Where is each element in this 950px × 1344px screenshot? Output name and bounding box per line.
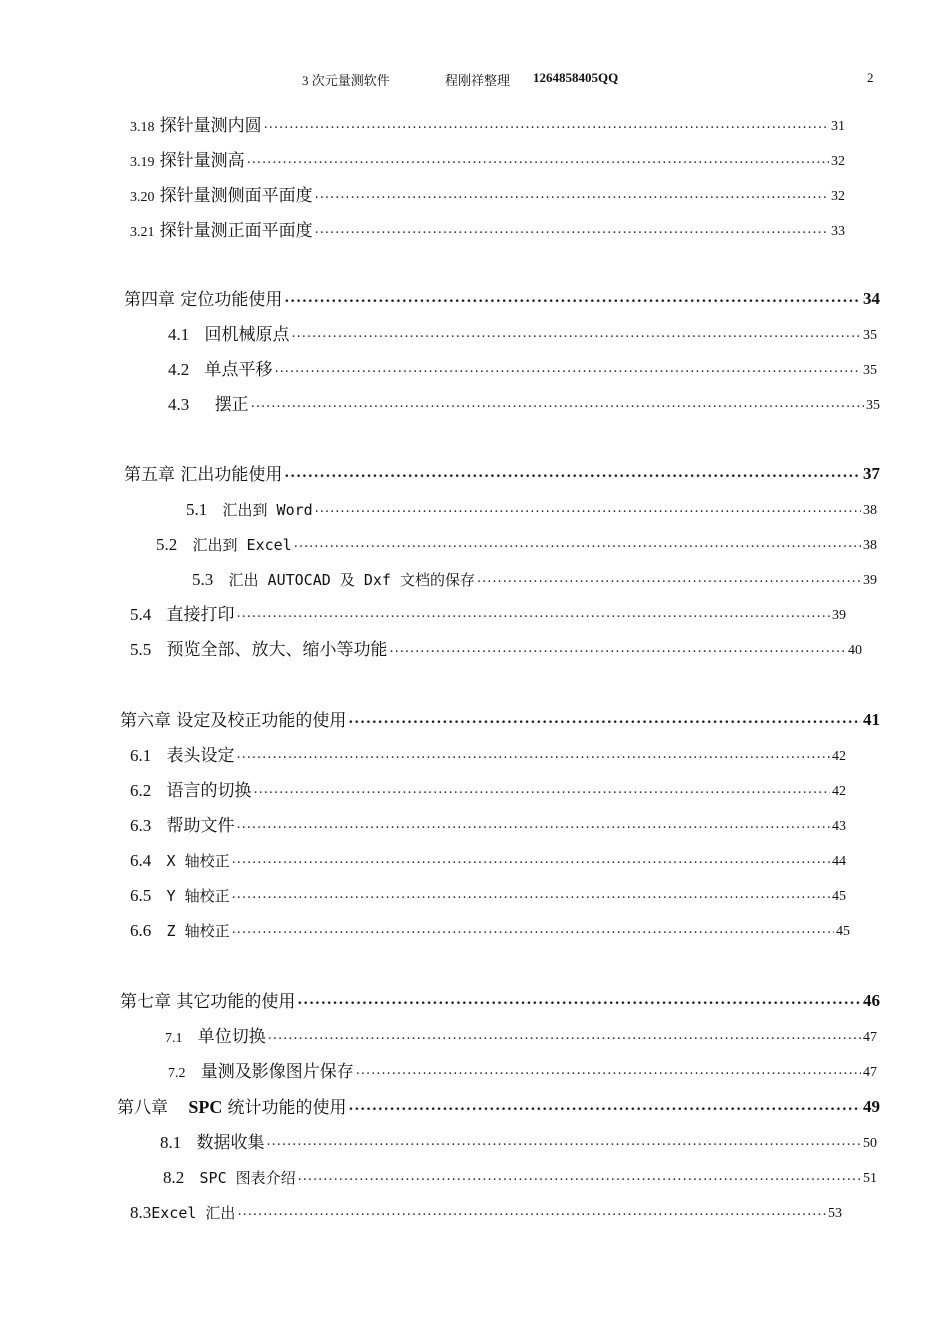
leader-dots	[268, 1028, 861, 1043]
section-number: 3.19	[130, 155, 155, 170]
leader-dots	[298, 1169, 861, 1184]
section-number: 4.1	[168, 325, 190, 344]
chapter-title: 第七章 其它功能的使用	[120, 992, 296, 1012]
header-qq: 1264858405QQ	[533, 70, 619, 85]
section-number: 6.1	[130, 746, 152, 765]
page-ref: 44	[832, 854, 846, 869]
header-page-number: 2	[867, 70, 874, 85]
section-title: 语言的切换	[166, 781, 252, 801]
section-number: 8.1	[160, 1133, 182, 1152]
section-number: 8.3	[130, 1203, 152, 1222]
toc-entry-5-4[interactable]	[130, 599, 846, 625]
toc-entry-6-4[interactable]	[130, 845, 846, 871]
section-title: 帮助文件	[166, 816, 235, 836]
section-number: 3.20	[130, 190, 155, 205]
chapter-title: 第六章 设定及校正功能的使用	[120, 711, 347, 731]
page-ref: 38	[863, 503, 877, 518]
section-title: 汇出到 Excel	[192, 536, 292, 554]
page-ref: 35	[863, 328, 877, 343]
section-number: 7.1	[165, 1031, 183, 1046]
leader-dots	[232, 922, 834, 937]
section-number: 5.5	[130, 640, 152, 659]
leader-dots	[251, 396, 864, 411]
page-ref: 53	[828, 1206, 842, 1221]
section-title: Z 轴校正	[166, 922, 230, 940]
toc-entry-3-21[interactable]	[130, 215, 845, 241]
section-title: 量测及影像图片保存	[200, 1062, 354, 1082]
leader-dots	[315, 501, 861, 516]
toc-entry-5-1[interactable]	[186, 494, 877, 520]
leader-dots	[390, 641, 846, 656]
section-number: 6.5	[130, 886, 152, 905]
section-title: 探针量测内圆	[159, 116, 262, 136]
toc-entry-6-5[interactable]	[130, 880, 846, 906]
section-title: 摆正	[214, 395, 249, 415]
leader-dots	[294, 536, 861, 551]
page-ref: 46	[863, 991, 880, 1010]
section-title: 探针量测高	[159, 151, 245, 171]
page-ref: 39	[832, 608, 846, 623]
page-ref: 34	[863, 289, 880, 308]
leader-dots	[292, 326, 861, 341]
section-number: 6.3	[130, 816, 152, 835]
page-ref: 37	[863, 464, 880, 483]
page-ref: 42	[832, 784, 846, 799]
toc-entry-3-18[interactable]	[130, 110, 845, 136]
toc-entry-8-3[interactable]	[130, 1197, 842, 1223]
section-title: 表头设定	[166, 746, 235, 766]
leader-dots	[247, 152, 829, 167]
section-title: 直接打印	[166, 605, 235, 625]
toc-chapter-8[interactable]	[117, 1092, 880, 1118]
toc-entry-6-2[interactable]	[130, 775, 846, 801]
page-ref: 42	[832, 749, 846, 764]
leader-dots	[237, 747, 830, 762]
section-number: 4.3	[168, 395, 190, 414]
leader-dots	[284, 290, 861, 306]
chapter-title: 第五章 汇出功能使用	[124, 465, 283, 485]
leader-dots	[348, 1098, 861, 1114]
section-title: 单点平移	[204, 360, 273, 380]
section-number: 8.2	[163, 1168, 185, 1187]
leader-dots	[315, 222, 829, 237]
toc-entry-6-6[interactable]	[130, 915, 850, 941]
section-title: 汇出 AUTOCAD 及 Dxf 文档的保存	[228, 571, 475, 589]
toc-entry-3-20[interactable]	[130, 180, 845, 206]
section-title: SPC 图表介绍	[199, 1169, 296, 1187]
toc-entry-7-2[interactable]	[168, 1056, 877, 1082]
page-ref: 33	[831, 224, 845, 239]
chapter-title-bold: SPC	[188, 1097, 223, 1117]
leader-dots	[232, 852, 830, 867]
toc-entry-5-2[interactable]	[156, 529, 877, 555]
section-number: 7.2	[168, 1066, 186, 1081]
page-ref: 47	[863, 1065, 877, 1080]
toc-entry-5-5[interactable]	[130, 634, 862, 660]
section-title: 汇出到 Word	[222, 501, 313, 519]
page-ref: 35	[863, 363, 877, 378]
section-title: X 轴校正	[166, 852, 230, 870]
section-number: 5.4	[130, 605, 152, 624]
toc-entry-8-2[interactable]	[163, 1162, 877, 1188]
page-ref: 32	[831, 154, 845, 169]
section-title: 回机械原点	[204, 325, 290, 345]
page-ref: 39	[863, 573, 877, 588]
leader-dots	[275, 361, 861, 376]
toc-entry-5-3[interactable]	[192, 564, 877, 590]
toc-chapter-7[interactable]	[120, 986, 880, 1012]
toc-entry-8-1[interactable]	[160, 1127, 877, 1153]
page-ref: 41	[863, 710, 880, 729]
page-ref: 49	[863, 1097, 880, 1116]
chapter-prefix: 第八章	[117, 1098, 168, 1118]
page-ref: 51	[863, 1171, 877, 1186]
header-title: 3 次元量测软件	[302, 73, 390, 88]
page-ref: 35	[866, 398, 880, 413]
section-title: Excel 汇出	[151, 1204, 236, 1222]
leader-dots	[477, 571, 861, 586]
section-number: 5.2	[156, 535, 178, 554]
section-number: 6.6	[130, 921, 152, 940]
page-ref: 45	[836, 924, 850, 939]
leader-dots	[237, 1204, 826, 1219]
leader-dots	[264, 117, 829, 132]
toc-entry-6-1[interactable]	[130, 740, 846, 766]
leader-dots	[232, 887, 830, 902]
leader-dots	[297, 992, 861, 1008]
header-author: 程刚祥整理	[445, 73, 511, 88]
section-number: 4.2	[168, 360, 190, 379]
toc-chapter-5[interactable]	[124, 459, 880, 485]
page-ref: 43	[832, 819, 846, 834]
toc-chapter-4[interactable]	[124, 284, 880, 310]
section-title: 探针量测正面平面度	[159, 221, 313, 241]
leader-dots	[237, 817, 830, 832]
page-ref: 40	[848, 643, 862, 658]
section-title: 探针量测侧面平面度	[159, 186, 313, 206]
toc-entry-4-2[interactable]	[168, 354, 877, 380]
section-number: 6.4	[130, 851, 152, 870]
toc-entry-4-3[interactable]	[168, 389, 880, 415]
section-number: 3.18	[130, 120, 155, 135]
page-ref: 31	[831, 119, 845, 134]
section-number: 6.2	[130, 781, 152, 800]
leader-dots	[348, 711, 861, 727]
toc-chapter-6[interactable]	[120, 705, 880, 731]
toc-entry-3-19[interactable]	[130, 145, 845, 171]
chapter-title: 统计功能的使用	[227, 1098, 347, 1118]
section-title: 预览全部、放大、缩小等功能	[166, 640, 388, 660]
section-title: 单位切换	[197, 1027, 266, 1047]
chapter-title: 第四章 定位功能使用	[124, 290, 283, 310]
page-ref: 38	[863, 538, 877, 553]
section-number: 3.21	[130, 225, 155, 240]
leader-dots	[356, 1063, 861, 1078]
section-title: 数据收集	[196, 1133, 265, 1153]
section-number: 5.1	[186, 500, 208, 519]
page-header	[0, 70, 950, 92]
leader-dots	[284, 465, 861, 481]
page-ref: 50	[863, 1136, 877, 1151]
section-title: Y 轴校正	[166, 887, 230, 905]
toc-entry-7-1[interactable]	[165, 1021, 877, 1047]
leader-dots	[315, 187, 829, 202]
toc-entry-6-3[interactable]	[130, 810, 846, 836]
page-ref: 32	[831, 189, 845, 204]
leader-dots	[254, 782, 830, 797]
leader-dots	[267, 1134, 861, 1149]
toc-entry-4-1[interactable]	[168, 319, 877, 345]
page-ref: 47	[863, 1030, 877, 1045]
page-ref: 45	[832, 889, 846, 904]
leader-dots	[237, 606, 830, 621]
section-number: 5.3	[192, 570, 214, 589]
